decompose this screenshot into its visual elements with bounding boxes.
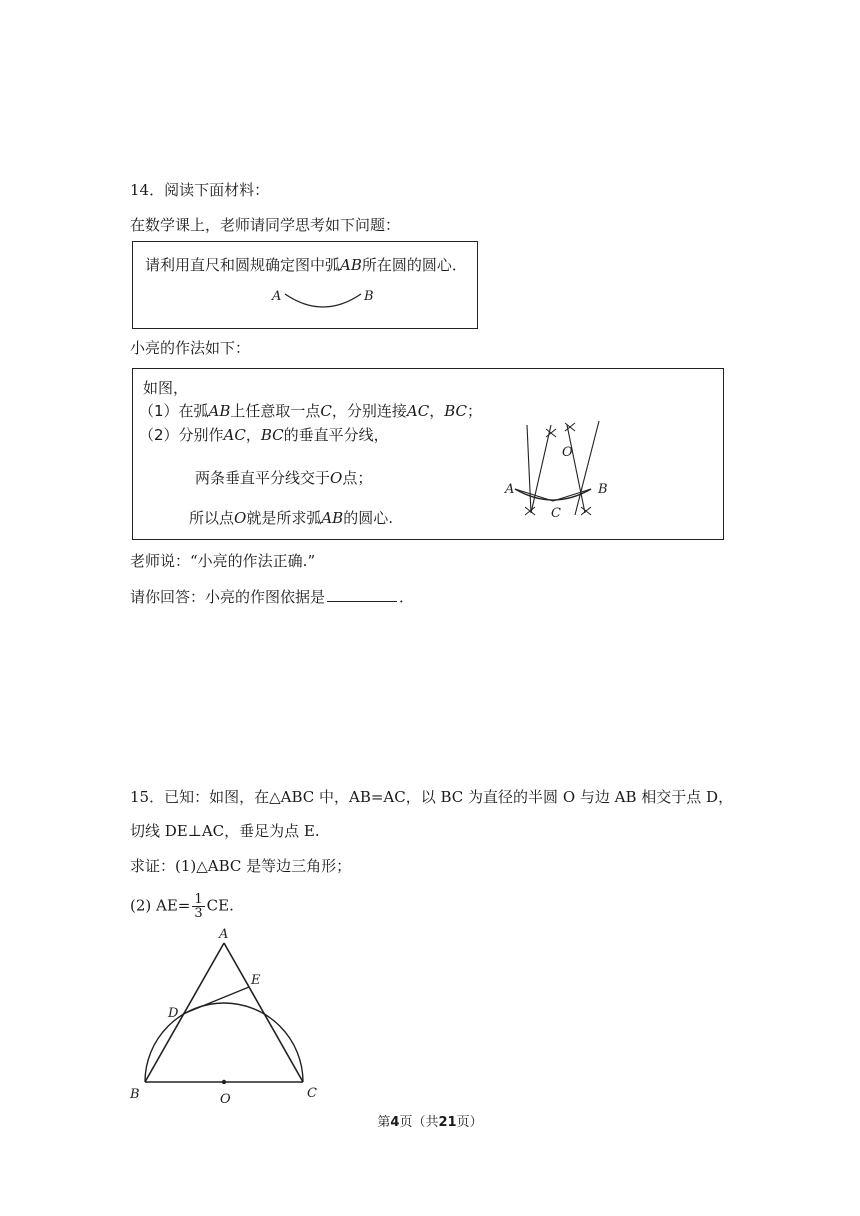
arc-ab (285, 294, 361, 307)
label-c: C (307, 1086, 317, 1101)
q14-line2: 在数学课上，老师请同学思考如下问题： (130, 216, 401, 234)
bisector-ac (527, 425, 531, 513)
page-total: 21 (438, 1115, 457, 1130)
center-o-dot (222, 1080, 226, 1084)
arc-ab-figure (133, 242, 479, 330)
fig-label-a: A (505, 482, 515, 497)
side-ac (224, 943, 303, 1082)
fig-label-o: O (562, 445, 573, 460)
q14-header (130, 180, 269, 200)
label-e: E (251, 973, 261, 988)
label-b: B (130, 1087, 140, 1102)
arc-label-b: B (364, 289, 374, 304)
bisector-figure (503, 419, 613, 521)
side-ab (145, 943, 224, 1082)
q15-line4: (2) AE= $\frac{1}{3}$ CE. (130, 892, 234, 921)
bisector-bc (575, 421, 599, 515)
arc-label-a: A (272, 289, 282, 304)
page-number: 4 (390, 1115, 400, 1130)
q14-line5: 请你回答：小亮的作图依据是 ． (130, 588, 415, 606)
label-d: D (168, 1006, 179, 1021)
q14-problem-text: 请利用直尺和圆规确定图中弧AB所在圆的圆心． (145, 256, 467, 274)
q14-line3: 小亮的作法如下： (130, 339, 251, 357)
q15-line3: 求证：(1)△ABC 是等边三角形； (130, 857, 352, 875)
q15-line2: 切线 DE⊥AC，垂足为点 E. (130, 822, 320, 840)
triangle-figure (125, 925, 325, 1105)
method-line3: （2）分别作AC，BC的垂直平分线， (139, 426, 389, 444)
fraction-one-third: $\frac{1}{3}$ (194, 892, 203, 921)
q14-problem-box (132, 241, 478, 329)
label-a: A (219, 927, 229, 942)
q14-intro: 阅读下面材料： (164, 181, 270, 199)
page-footer: 第4页（共21页） (377, 1115, 483, 1130)
tangent-de (183, 987, 249, 1014)
method-line5: 所以点O就是所求弧AB的圆心. (189, 509, 393, 527)
compass-marks (525, 423, 591, 515)
method-line4: 两条垂直平分线交于O点； (195, 469, 373, 487)
fig-label-c: C (551, 506, 561, 521)
q14-number: 14． (130, 181, 165, 199)
q14-line4: 老师说：“小亮的作法正确.” (130, 552, 316, 570)
method-line2: （1）在弧AB上任意取一点C，分别连接AC，BC； (139, 402, 483, 420)
q14-method-box (132, 368, 724, 540)
method-line1: 如图， (143, 379, 189, 397)
chord-bc (553, 489, 591, 501)
line-bo (567, 425, 585, 513)
answer-blank[interactable] (327, 587, 397, 602)
fig-label-b: B (598, 482, 608, 497)
label-o: O (220, 1092, 231, 1105)
q15-line1: 15．已知：如图，在△ABC 中，AB=AC，以 BC 为直径的半圆 O 与边 AB 相交于点 D， (130, 788, 734, 806)
